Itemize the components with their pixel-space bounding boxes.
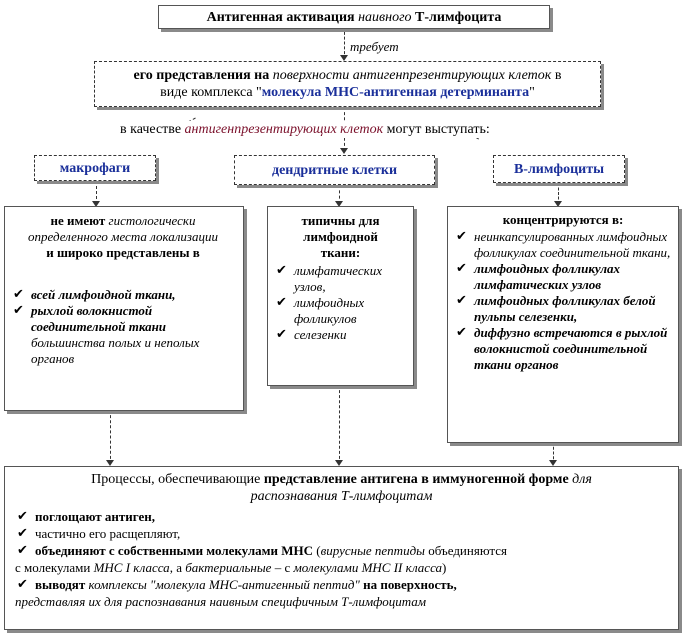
- dendr-item-3: селезенки: [294, 327, 347, 342]
- check-icon: ✔: [456, 325, 467, 340]
- proc-item-3g: , а: [169, 560, 186, 575]
- dendritic-label: дендритные клетки: [271, 163, 398, 178]
- list-item: [454, 293, 672, 325]
- proc-item-3c: вирусные пептиды: [320, 543, 425, 558]
- title-part1: Антигенная активация: [206, 10, 359, 25]
- as-line: [120, 121, 490, 138]
- list-item: [15, 576, 668, 593]
- list-item: [454, 261, 672, 293]
- dendr-details-box: [267, 206, 414, 386]
- proc-item-4c: на поверхность,: [359, 577, 457, 592]
- dendr-intro: типичны для лимфоидной ткани:: [301, 213, 380, 260]
- blymph-list: [454, 229, 672, 373]
- proc-head-d: распознавания Т-лимфоцитам: [250, 489, 433, 504]
- dendritic-box: [234, 155, 435, 185]
- blymph-intro: концентрируются в:: [502, 212, 624, 227]
- proc-item-3i: – с: [271, 560, 294, 575]
- proc-item-3j: молекулами МНС II класса: [293, 560, 442, 575]
- list-item: [15, 508, 668, 525]
- check-icon: ✔: [456, 261, 467, 276]
- check-icon: ✔: [276, 295, 287, 310]
- list-item: [11, 287, 235, 303]
- blymph-item-3: лимфоидных фолликулах белой пульпы селезенки,: [474, 293, 656, 324]
- as-line-part3: могут выступать:: [383, 122, 490, 137]
- macro-item-2a: рыхлой волокнистой соединительной ткани: [31, 303, 167, 334]
- processes-box: [4, 466, 679, 630]
- list-item: [274, 295, 407, 327]
- arrow-head: [340, 148, 348, 154]
- list-item-cont: [15, 593, 668, 610]
- macro-intro: [11, 213, 235, 261]
- proc-head-b: представление антигена в иммуногенной форме: [263, 472, 569, 487]
- check-icon: ✔: [17, 526, 28, 541]
- check-icon: ✔: [456, 293, 467, 308]
- rep-line1-a: его представления на: [133, 68, 273, 83]
- proc-item-3e: с молекулами: [15, 560, 94, 575]
- proc-item-4d: представляя их для распознавания наивным специфичным Т-лимфоцитам: [15, 594, 427, 609]
- macrophages-box: [34, 155, 156, 181]
- proc-head-c: для: [568, 472, 592, 487]
- check-icon: ✔: [276, 327, 287, 342]
- check-icon: ✔: [13, 303, 24, 318]
- connector-macro-to-proc: [110, 410, 111, 464]
- list-item: [454, 229, 672, 261]
- macrophages-label: макрофаги: [59, 161, 131, 176]
- proc-head: [15, 471, 668, 505]
- blymph-item-1: неинкапсулированных лимфоидных фолликулах соединительной ткани,: [474, 229, 671, 260]
- list-item: [15, 525, 668, 542]
- proc-item-1: поглощают антиген,: [35, 509, 156, 524]
- macro-intro-a: не имеют: [50, 213, 109, 228]
- macro-item-2b: большинства полых и неполых органов: [31, 335, 200, 366]
- blymph-item-4b: в рыхлой волокнистой соединительной ткани органов: [474, 325, 668, 372]
- proc-item-3d: объединяются: [424, 543, 507, 558]
- as-line-part1: в качестве: [120, 122, 185, 137]
- check-icon: ✔: [17, 509, 28, 524]
- rep-line1-c: в: [551, 68, 562, 83]
- check-icon: ✔: [17, 577, 28, 592]
- list-item: [274, 327, 407, 343]
- blymph-details-box: [447, 206, 679, 443]
- rep-line1-b: поверхности антигенпрезентирующих клеток: [272, 68, 552, 83]
- proc-item-4b: комплексы "молекула МНС-антигенный пептид": [88, 577, 360, 592]
- proc-item-2: частично его расщепляют,: [35, 526, 181, 541]
- proc-list: [15, 508, 668, 610]
- blymph-item-2: лимфоидных фолликулах лимфатических узлов: [474, 261, 621, 292]
- list-item: [15, 542, 668, 559]
- macro-list: [11, 287, 235, 367]
- proc-item-3a: объединяют с собственными молекулами МНС: [35, 543, 314, 558]
- proc-item-4a: выводят: [35, 577, 89, 592]
- check-icon: ✔: [17, 543, 28, 558]
- blymph-box: [493, 155, 625, 183]
- connector-dendr-to-proc: [339, 385, 340, 464]
- representation-box: [94, 61, 601, 107]
- title-box: [158, 5, 550, 29]
- macro-intro-c: и широко представлены в: [46, 245, 200, 260]
- list-item-cont: [15, 559, 668, 576]
- check-icon: ✔: [456, 229, 467, 244]
- proc-item-3f: МНС I класса: [93, 560, 170, 575]
- macro-item-1: всей лимфоидной ткани,: [31, 287, 176, 302]
- proc-item-3b: (: [313, 543, 321, 558]
- dendr-item-2: лимфоидных фолликулов: [294, 295, 365, 326]
- check-icon: ✔: [13, 287, 24, 302]
- as-line-part2: антигенпрезентирующих клеток: [184, 122, 384, 137]
- rep-line2-a: виде комплекса ": [160, 85, 262, 100]
- proc-item-3h: бактериальные: [185, 560, 272, 575]
- title-part3: Т-лимфоцита: [411, 10, 502, 25]
- blymph-item-4a: диффузно встречаются: [474, 325, 613, 340]
- title-part2: наивного: [358, 10, 412, 25]
- dendr-item-1: лимфатических узлов,: [294, 263, 383, 294]
- macro-intro-b: гистологически определенного места локализации: [28, 213, 218, 244]
- proc-head-a: Процессы, обеспечивающие: [91, 472, 264, 487]
- list-item: [454, 325, 672, 373]
- rep-line2-c: ": [529, 85, 535, 100]
- check-icon: ✔: [276, 263, 287, 278]
- rep-line2-b: молекула МНС-антигенная детерминанта: [261, 85, 530, 100]
- dendr-list: [274, 263, 407, 343]
- list-item: [274, 263, 407, 295]
- requires-label: требует: [350, 39, 399, 54]
- blymph-label: В-лимфоциты: [513, 162, 605, 177]
- proc-item-3k: ): [442, 560, 447, 575]
- list-item: [11, 303, 235, 367]
- macro-details-box: [4, 206, 244, 411]
